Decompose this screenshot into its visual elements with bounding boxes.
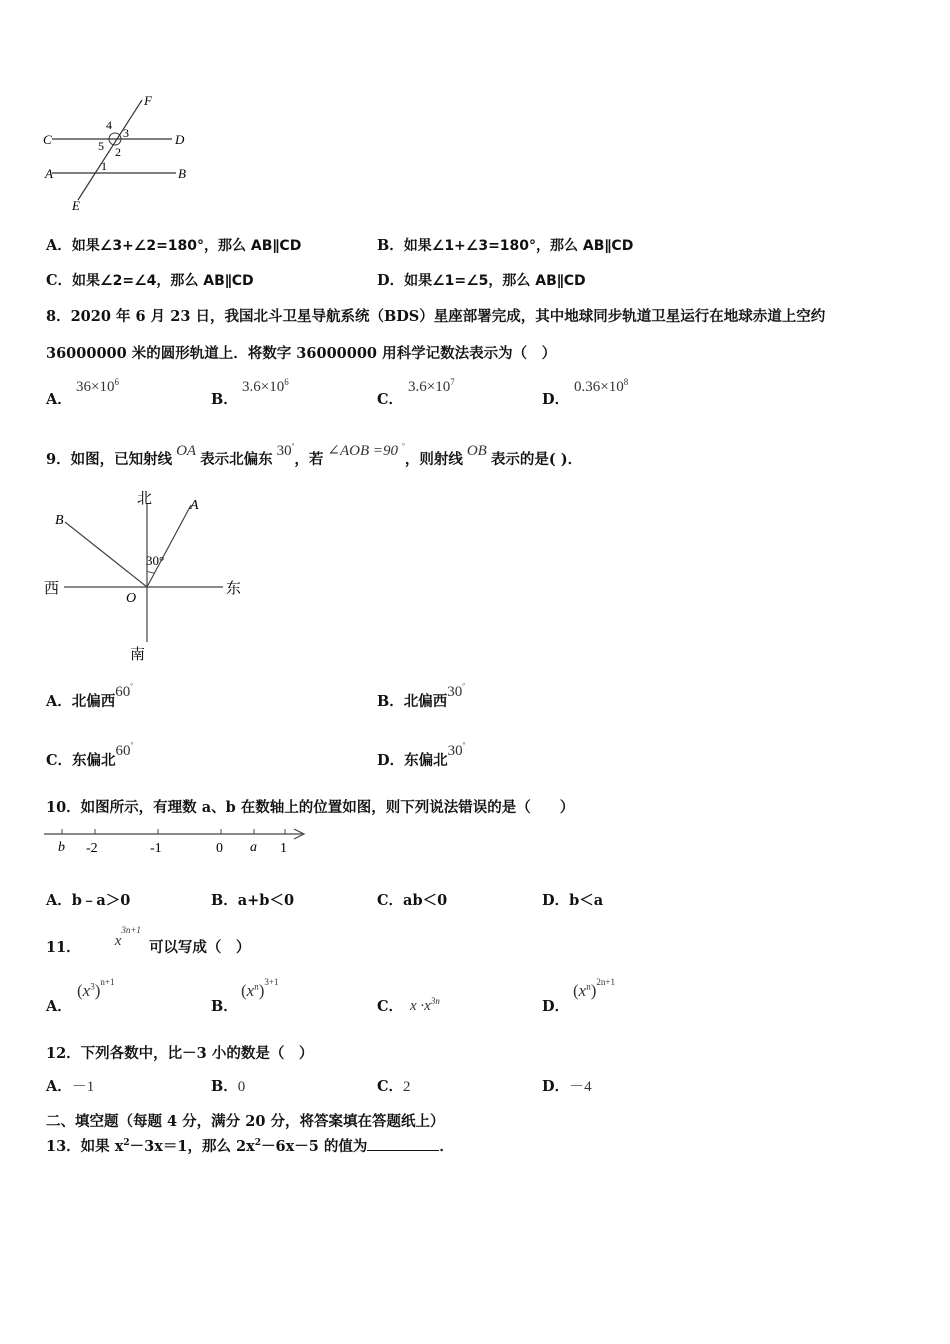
q11-option-c: C． (377, 998, 404, 1015)
label-B: B (178, 166, 186, 181)
q13-stem: 13．如果 $x^2-3x=1$，那么 $2x^2-6x-5$ 的值为 ． (46, 1138, 454, 1155)
q9-stem: 9．如图，已知射线 OA 表示北偏东 30°，若 ∠AOB =90 °，则射线 OB 表示的是( )． (46, 442, 583, 468)
q7-option-a: A．如果∠3+∠2=180°，那么 AB∥CD (46, 237, 302, 254)
label-3: 3 (123, 126, 129, 140)
label-east: 东 (226, 581, 242, 597)
q12-stem: 12．下列各数中，比－3 小的数是（ ） (46, 1045, 314, 1062)
ray-oa (147, 505, 191, 587)
q11-option-a: A． (46, 998, 72, 1015)
q11-option-c-value: $x \cdot x^{3n}$ (410, 996, 440, 1014)
section-title: 二、填空题（每题 4 分，满分 20 分，将答案填在答题纸上） (46, 1113, 445, 1130)
q9-option-b: B．北偏西30° (377, 682, 466, 710)
parallel-lines-figure (40, 92, 200, 217)
q12-option-a: A．－1 (46, 1078, 95, 1095)
q11-stem: 11． $x^{3n+1}$可以写成（ ） (46, 925, 251, 956)
tick-label-m2: -2 (86, 841, 98, 856)
label-5: 5 (98, 139, 104, 153)
q7-option-b: B．如果∠1+∠3=180°，那么 AB∥CD (377, 237, 634, 254)
label-1: 1 (101, 159, 107, 173)
label-E: E (72, 198, 80, 213)
label-A: A (190, 498, 199, 513)
answer-blank[interactable] (367, 1138, 439, 1151)
tick-label-1: 1 (280, 841, 287, 856)
q10-option-b: B．a+b＜0 (211, 892, 295, 909)
q8-option-b: B． (211, 391, 238, 408)
q8-option-a-value: $36\times 10^6$ (76, 377, 119, 395)
q7-option-d: D．如果∠1=∠5，那么 AB∥CD (377, 272, 586, 289)
label-D: D (175, 132, 185, 147)
q10-option-d: D．b＜a (542, 892, 604, 909)
q10-option-a: A．b﹣a＞0 (46, 892, 131, 909)
q11-option-d: D． (542, 998, 570, 1015)
q10-stem: 10．如图所示，有理数 a、b 在数轴上的位置如图，则下列说法错误的是（ ） (46, 799, 575, 816)
q8-option-a: A． (46, 391, 72, 408)
q8-option-d-value: $0.36\times 10^8$ (574, 377, 629, 395)
ray-ob (65, 522, 147, 587)
number-line (40, 824, 315, 860)
q7-option-c: C．如果∠2=∠4，那么 AB∥CD (46, 272, 254, 289)
q8-option-c-value: $3.6\times 10^7$ (408, 377, 455, 395)
q11-option-d-value: $(x^n)^{2n+1}$ (573, 977, 615, 1000)
q9-option-a: A．北偏西60° (46, 682, 134, 710)
label-south: 南 (130, 647, 146, 663)
label-30deg: 30° (146, 553, 165, 568)
q11-option-b-value: $(x^n)^{3+1}$ (241, 977, 279, 1000)
q8-stem-line2: 36000000 米的圆形轨道上．将数字 36000000 用科学记数法表示为（ ） (46, 345, 557, 362)
tick-label-b: b (58, 840, 65, 855)
q8-option-c: C． (377, 391, 404, 408)
line-ef (78, 100, 142, 200)
label-4: 4 (106, 118, 112, 132)
label-A: A (45, 166, 53, 181)
label-C: C (43, 132, 52, 147)
tick-label-m1: -1 (150, 841, 162, 856)
label-west: 西 (44, 581, 60, 597)
q11-option-b: B． (211, 998, 238, 1015)
label-north: 北 (137, 491, 153, 507)
tick-label-a: a (250, 840, 257, 855)
label-B: B (55, 513, 64, 528)
label-2: 2 (115, 145, 121, 159)
q8-option-b-value: $3.6\times 10^6$ (242, 377, 289, 395)
q8-option-d: D． (542, 391, 570, 408)
q8-stem-line1: 8．2020 年 6 月 23 日，我国北斗卫星导航系统（BDS）星座部署完成，其中地球同步轨道卫星运行在地球赤道上空约 (46, 308, 826, 325)
q12-option-c: C．2 (377, 1078, 411, 1095)
q9-option-d: D．东偏北30° (377, 741, 466, 769)
q10-option-c: C．ab＜0 (377, 892, 448, 909)
tick-label-0: 0 (216, 841, 223, 856)
q11-option-a-value: $(x^3)^{n+1}$ (77, 977, 115, 1000)
angle-arc-30 (147, 571, 155, 573)
q12-option-d: D．－4 (542, 1078, 592, 1095)
q9-option-c: C．东偏北60° (46, 741, 134, 769)
compass-figure (40, 485, 255, 665)
label-F: F (144, 93, 152, 108)
label-O: O (126, 591, 137, 606)
q12-option-b: B．0 (211, 1078, 246, 1095)
